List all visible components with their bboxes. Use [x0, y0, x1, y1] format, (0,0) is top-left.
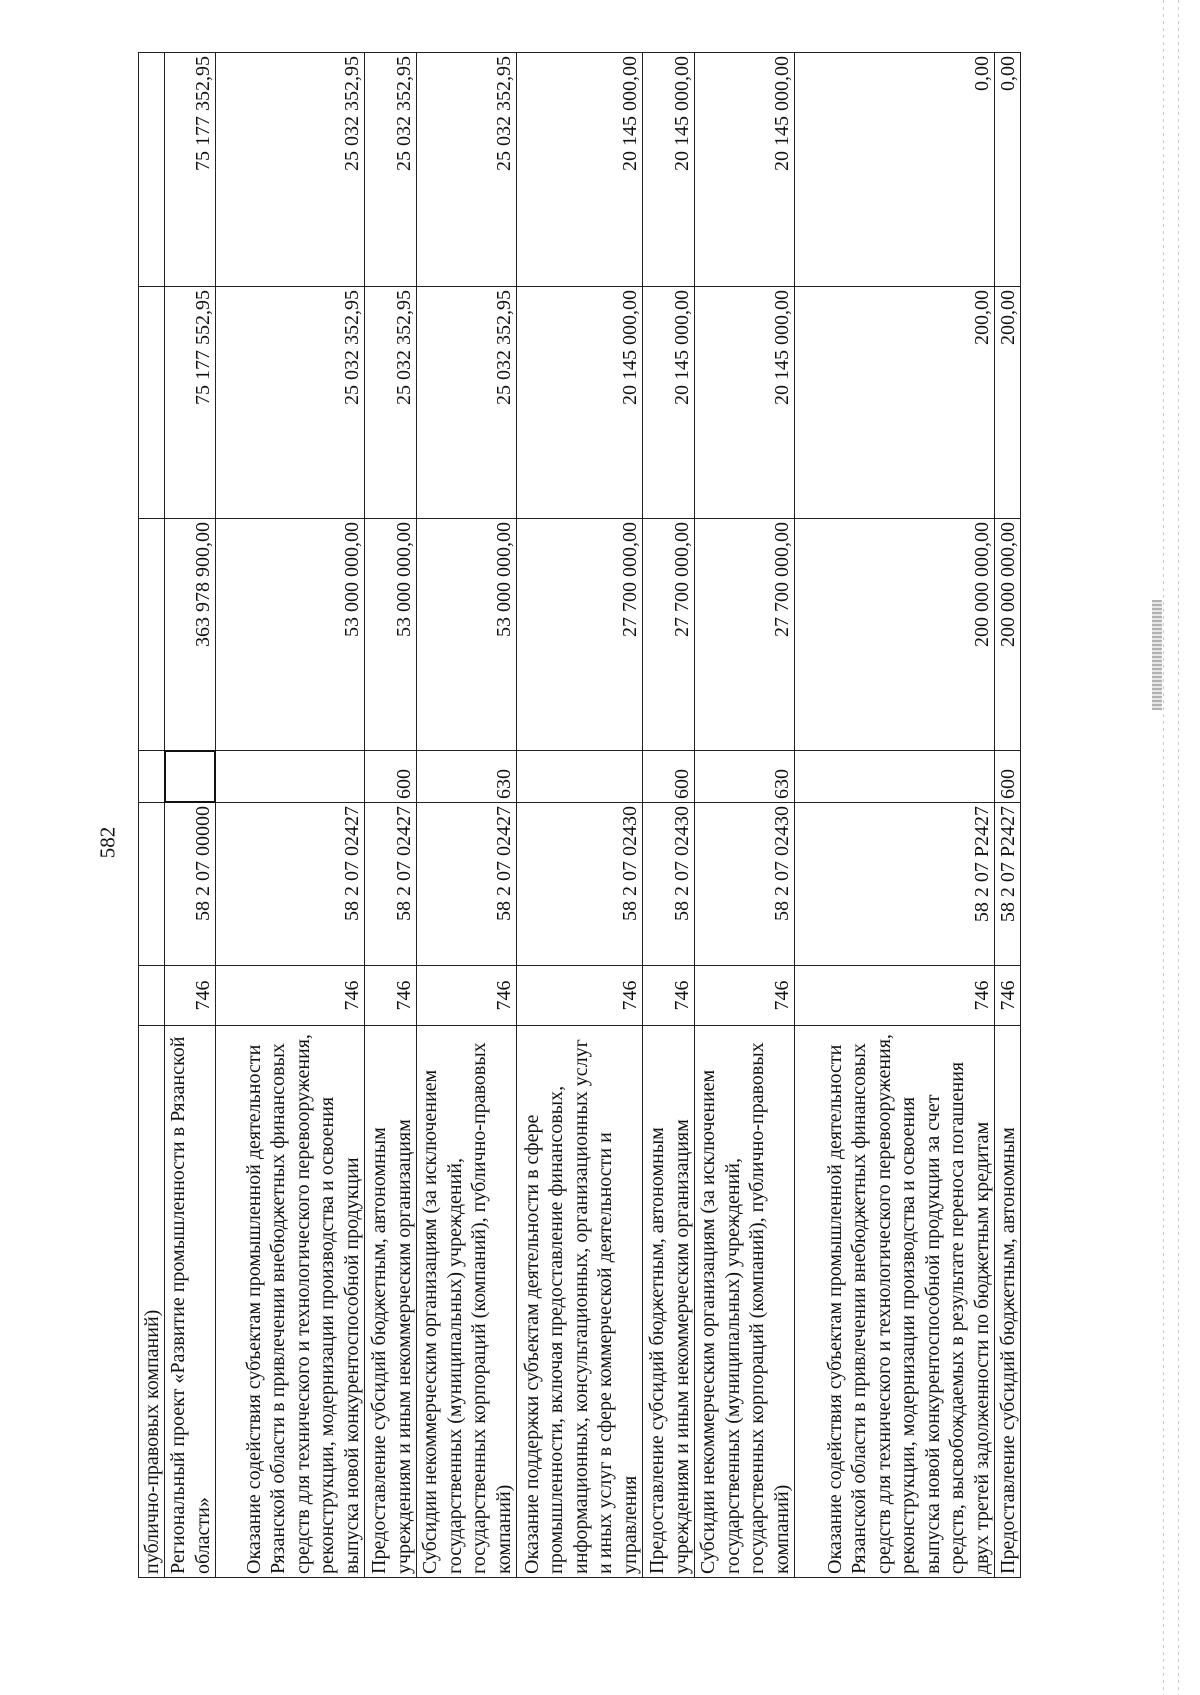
- amount-plan-cell: 20 145 000,00: [517, 287, 643, 519]
- admin-code-cell: 746: [365, 966, 417, 1026]
- admin-code-cell: 746: [165, 966, 216, 1026]
- amount-plan-cell: 200,00: [795, 287, 995, 519]
- expense-type-cell: 600: [995, 751, 1021, 803]
- amount-executed-cell: 25 032 352,95: [417, 53, 517, 287]
- description-cell: Предоставление субсидий бюджетным, автономным учреждениям и иным некоммерческим организациям: [365, 1026, 417, 1578]
- expense-type-cell: [139, 751, 165, 803]
- description-cell: Оказание поддержки субъектам деятельности в сфере промышленности, включая предоставление финансовых, информационных, консультационных, организационных услуг и иных услуг в сфере коммерческой деятельности и управления: [517, 1026, 643, 1578]
- table-row: [165, 53, 216, 1578]
- table-row: [139, 53, 165, 1578]
- amount-approved-cell: 53 000 000,00: [417, 519, 517, 751]
- rotated-table-wrapper: [138, 53, 1100, 1578]
- expense-type-cell: [216, 751, 365, 803]
- target-code-cell: 58 2 07 00000: [165, 803, 216, 966]
- admin-code-cell: 746: [417, 966, 517, 1026]
- amount-approved-cell: 27 700 000,00: [695, 519, 795, 751]
- target-code-cell: 58 2 07 02427: [417, 803, 517, 966]
- expense-type-cell: [795, 751, 995, 803]
- amount-approved-cell: 200 000 000,00: [795, 519, 995, 751]
- description-cell: Оказание содействия субъектам промышленной деятельности Рязанской области в привлечении внебюджетных финансовых средств для технического и технологического перевооружения, реконструкции, модернизации производства и освоения выпуска новой конкурентоспособной продукции за счет средств, высвобождаемых в результате переноса погашения двух третей задолженности по бюджетным кредитам: [795, 1026, 995, 1578]
- amount-plan-cell: 25 032 352,95: [365, 287, 417, 519]
- table-row: [695, 53, 795, 1578]
- description-cell: Предоставление субсидий бюджетным, автономным учреждениям и иным некоммерческим организациям: [643, 1026, 695, 1578]
- target-code-cell: 58 2 07 02427: [365, 803, 417, 966]
- amount-approved-cell: 53 000 000,00: [216, 519, 365, 751]
- table-row: [995, 53, 1021, 1578]
- admin-code-cell: 746: [517, 966, 643, 1026]
- description-cell: Региональный проект «Развитие промышленности в Рязанской области»: [165, 1026, 216, 1578]
- scan-edge: [1178, 0, 1179, 1695]
- amount-approved-cell: [139, 519, 165, 751]
- table-row: [517, 53, 643, 1578]
- expense-type-cell: 630: [695, 751, 795, 803]
- admin-code-cell: 746: [995, 966, 1021, 1026]
- amount-plan-cell: [139, 287, 165, 519]
- expense-type-cell: 600: [365, 751, 417, 803]
- blank-box: [164, 750, 216, 803]
- amount-plan-cell: 200,00: [995, 287, 1021, 519]
- amount-executed-cell: [139, 53, 165, 287]
- expense-type-cell: 600: [643, 751, 695, 803]
- amount-executed-cell: 20 145 000,00: [517, 53, 643, 287]
- target-code-cell: 58 2 07 02427: [216, 803, 365, 966]
- table-row: [795, 53, 995, 1578]
- amount-executed-cell: 25 032 352,95: [216, 53, 365, 287]
- amount-plan-cell: 75 177 552,95: [165, 287, 216, 519]
- budget-table: [138, 52, 1021, 1578]
- scan-edge: [1163, 0, 1164, 1695]
- scan-artifact: [1152, 600, 1162, 710]
- amount-executed-cell: 0,00: [995, 53, 1021, 287]
- amount-approved-cell: 363 978 900,00: [165, 519, 216, 751]
- admin-code-cell: 746: [695, 966, 795, 1026]
- expense-type-cell: 630: [417, 751, 517, 803]
- target-code-cell: [139, 803, 165, 966]
- amount-plan-cell: 20 145 000,00: [643, 287, 695, 519]
- description-cell: Субсидии некоммерческим организациям (за исключением государственных (муниципальных) учреждений, государственных корпораций (компаний), публично-правовых компаний): [695, 1026, 795, 1578]
- admin-code-cell: 746: [795, 966, 995, 1026]
- amount-executed-cell: 75 177 352,95: [165, 53, 216, 287]
- table-row: [643, 53, 695, 1578]
- table-row: [216, 53, 365, 1578]
- target-code-cell: 58 2 07 02430: [643, 803, 695, 966]
- expense-type-cell: [165, 751, 216, 803]
- description-cell: Субсидии некоммерческим организациям (за исключением государственных (муниципальных) учреждений, государственных корпораций (компаний), публично-правовых компаний): [417, 1026, 517, 1578]
- expense-type-cell: [517, 751, 643, 803]
- amount-approved-cell: 53 000 000,00: [365, 519, 417, 751]
- admin-code-cell: 746: [643, 966, 695, 1026]
- amount-plan-cell: 25 032 352,95: [417, 287, 517, 519]
- amount-executed-cell: 20 145 000,00: [695, 53, 795, 287]
- table-row: [365, 53, 417, 1578]
- amount-approved-cell: 200 000 000,00: [995, 519, 1021, 751]
- admin-code-cell: [139, 966, 165, 1026]
- description-cell: Оказание содействия субъектам промышленной деятельности Рязанской области в привлечении внебюджетных финансовых средств для технического и технологического перевооружения, реконструкции, модернизации производства и освоения выпуска новой конкурентоспособной продукции: [216, 1026, 365, 1578]
- amount-plan-cell: 20 145 000,00: [695, 287, 795, 519]
- target-code-cell: 58 2 07 P2427: [795, 803, 995, 966]
- amount-approved-cell: 27 700 000,00: [643, 519, 695, 751]
- description-cell: публично-правовых компаний): [139, 1026, 165, 1578]
- amount-executed-cell: 20 145 000,00: [643, 53, 695, 287]
- table-row: [417, 53, 517, 1578]
- description-cell: Предоставление субсидий бюджетным, автономным: [995, 1026, 1021, 1578]
- amount-executed-cell: 0,00: [795, 53, 995, 287]
- target-code-cell: 58 2 07 02430: [517, 803, 643, 966]
- amount-approved-cell: 27 700 000,00: [517, 519, 643, 751]
- amount-executed-cell: 25 032 352,95: [365, 53, 417, 287]
- target-code-cell: 58 2 07 02430: [695, 803, 795, 966]
- amount-plan-cell: 25 032 352,95: [216, 287, 365, 519]
- target-code-cell: 58 2 07 P2427: [995, 803, 1021, 966]
- admin-code-cell: 746: [216, 966, 365, 1026]
- page-number: 582: [95, 826, 120, 859]
